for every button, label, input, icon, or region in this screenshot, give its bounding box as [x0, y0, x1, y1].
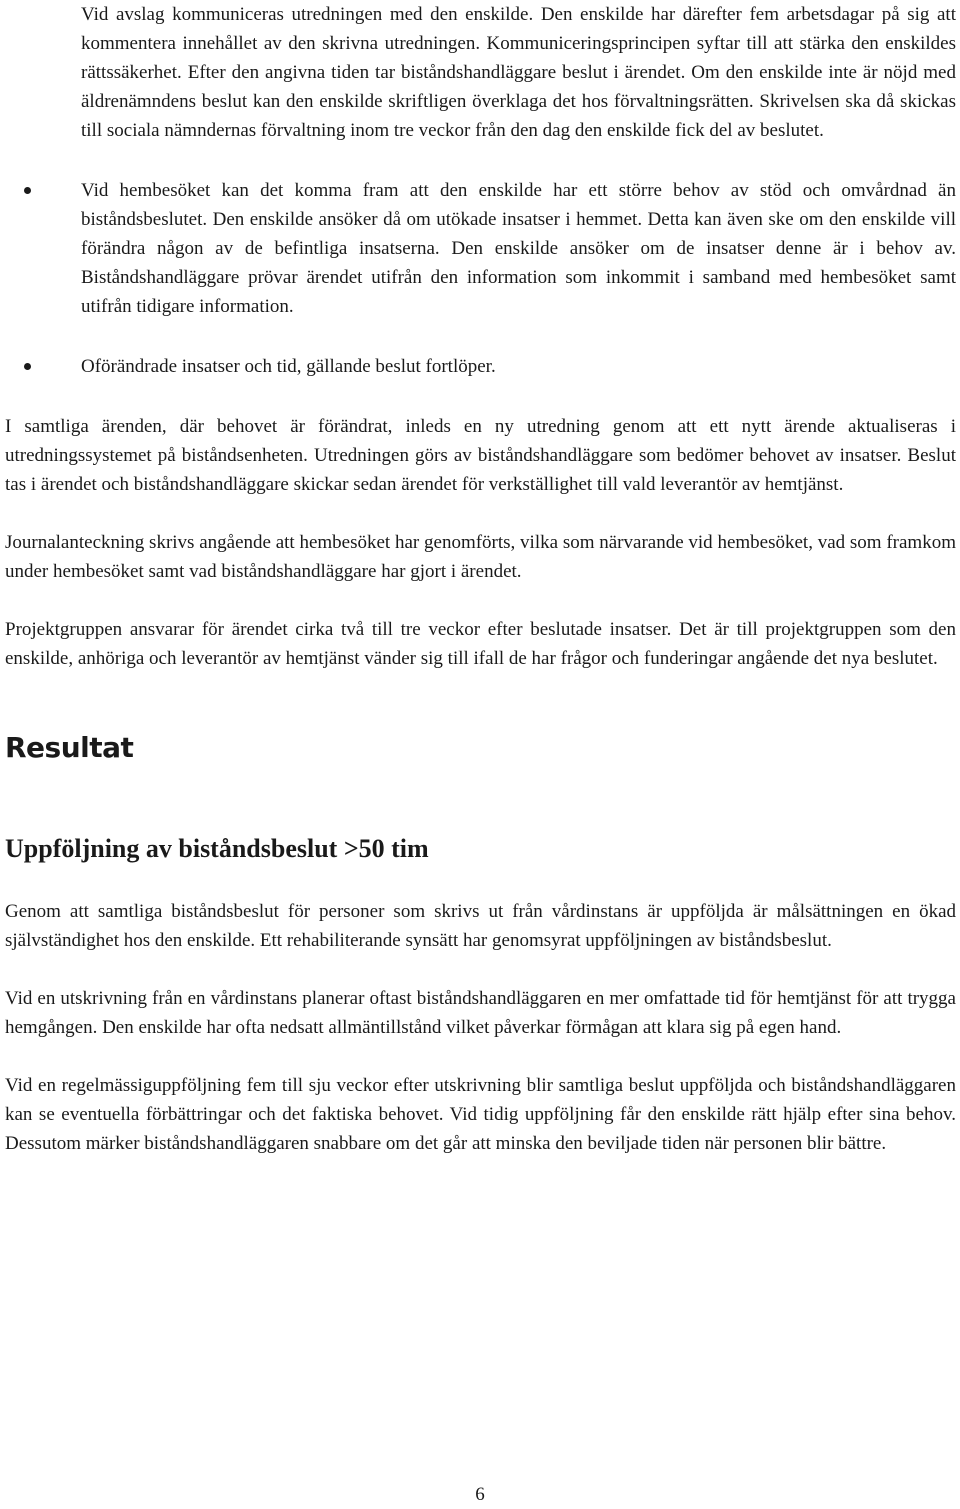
- paragraph-journal: Journalanteckning skrivs angående att hembesöket har genomförts, vilka som närvarande vid hembesöket, vad som framkom under hembesöket samt vad biståndshandläggare har gjort i ärendet.: [5, 532, 956, 582]
- bullet-item-oforandrade: [81, 352, 956, 381]
- document-page: [5, 0, 956, 1158]
- paragraph-samtliga: I samtliga ärenden, där behovet är förändrat, inleds en ny utredning genom att ett nytt ärende aktualiseras i utredningssystemet på biståndsenheten. Utredningen görs av biståndshandläggare som bedömer behovet av insatser. Beslut tas i ärendet och biståndshandläggare skickar sedan ärendet för verkställighet till vald leverantör av hemtjänst.: [5, 416, 956, 495]
- page-number: 6: [475, 1484, 485, 1505]
- heading-resultat: Resultat: [5, 731, 134, 764]
- heading-uppfoljning: Uppföljning av biståndsbeslut >50 tim: [5, 834, 429, 863]
- paragraph-genom: Genom att samtliga biståndsbeslut för personer som skrivs ut från vårdinstans är uppföljda är målsättningen en ökad självständighet hos den enskilde. Ett rehabiliterande synsätt har genomsyrat uppföljningen av biståndsbeslut.: [5, 901, 956, 951]
- bullet-item-hembesok: [81, 176, 956, 321]
- paragraph-regelmassig: Vid en regelmässiguppföljning fem till sju veckor efter utskrivning blir samtliga beslut uppföljda och biståndshandläggaren kan se eventuella förbättringar och det faktiska behovet. Vid tidig uppföljning får den enskilde rätt hjälp efter sina behov. Dessutom märker biståndshandläggaren snabbare om det går att minska den beviljade tiden när personen blir bättre.: [5, 1075, 956, 1154]
- paragraph-avslag: Vid avslag kommuniceras utredningen med den enskilde. Den enskilde har därefter fem arbetsdagar på sig att kommentera innehållet av den skrivna utredningen. Kommuniceringsprincipen syftar till att stärka den enskildes rättssäkerhet. Efter den angivna tiden tar biståndshandläggare beslut i ärendet. Om den enskilde inte är nöjd med äldrenämndens beslut kan den enskilde skriftligen överklaga det hos förvaltningsrätten. Skrivelsen ska då skickas till sociala nämndernas förvaltning inom tre veckor från den dag den enskilde fick del av beslutet.: [81, 4, 956, 141]
- bullet-text-oforandrade: Oförändrade insatser och tid, gällande beslut fortlöper.: [81, 356, 496, 377]
- paragraph-utskrivning: Vid en utskrivning från en vårdinstans planerar oftast biståndshandläggaren en mer omfattade tid för hemtjänst för att trygga hemgången. Den enskilde har ofta nedsatt allmäntillstånd vilket påverkar förmågan att klara sig på egen hand.: [5, 988, 956, 1038]
- paragraph-projektgruppen: Projektgruppen ansvarar för ärendet cirka två till tre veckor efter beslutade insatser. Det är till projektgruppen som den enskilde, anhöriga och leverantör av hemtjänst vänder sig till ifall de har frågor och funderingar angående det nya beslutet.: [5, 619, 956, 669]
- bullet-dot-icon: [24, 187, 31, 194]
- bullet-dot-icon: [24, 363, 31, 370]
- bullet-text-hembesok: Vid hembesöket kan det komma fram att den enskilde har ett större behov av stöd och omvårdnad än biståndsbeslutet. Den enskilde ansöker då om utökade insatser i hemmet. Detta kan även ske om den enskilde vill förändra någon av de befintliga insatserna. Den enskilde ansöker om de insatser denne är i behov av. Biståndshandläggare prövar ärendet utifrån den information som inkommit i samband med hembesöket samt utifrån tidigare information.: [81, 180, 956, 317]
